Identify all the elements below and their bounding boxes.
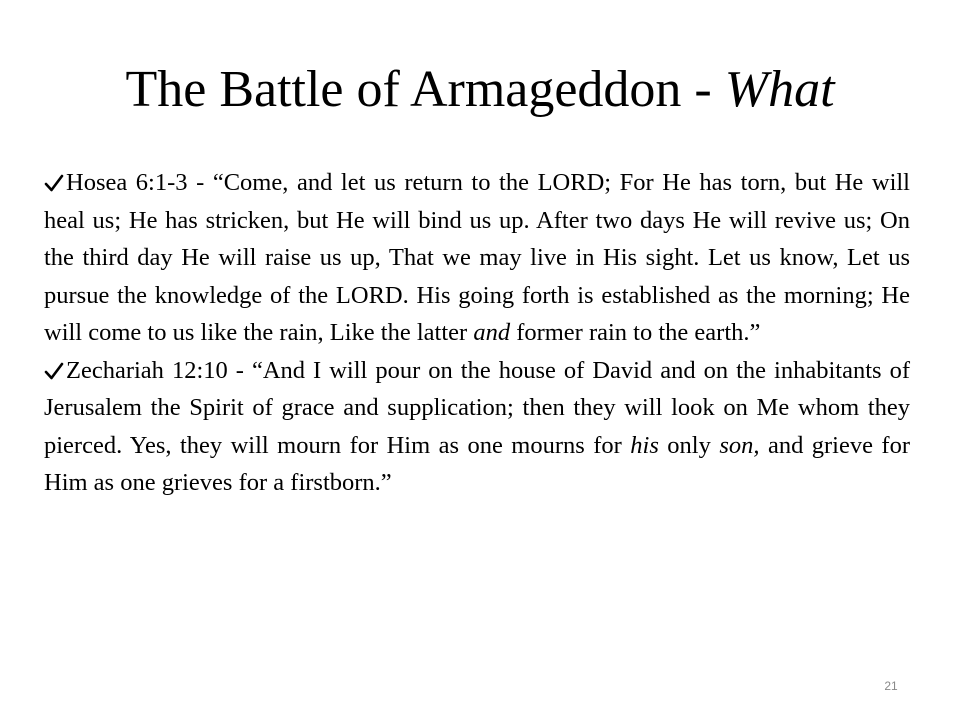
bullet-zechariah-text-end: and grieve for Him as one grieves for a firstborn.” bbox=[44, 431, 911, 496]
bullet-zechariah-italic-his: his bbox=[630, 431, 659, 459]
slide-content bbox=[44, 164, 910, 502]
slide-title bbox=[0, 58, 960, 122]
checkmark-icon bbox=[44, 173, 64, 193]
bullet-zechariah-text: Zechariah 12:10 - “And I will pour on the house of David and on the inhabitants of Jerusalem the Spirit of grace and supplication; then they will look on Me whom they pierced. Yes, they will mourn for Him as one mourns for bbox=[44, 356, 910, 459]
bullet-hosea-italic-and: and bbox=[473, 319, 511, 346]
slide-title-emphasis: What bbox=[724, 61, 835, 118]
slide-title-main: The Battle of Armageddon - bbox=[125, 61, 725, 118]
bullet-hosea-text-end: former rain to the earth.” bbox=[510, 319, 761, 346]
page-number: 21 bbox=[884, 679, 898, 693]
bullet-hosea bbox=[44, 164, 910, 352]
bullet-zechariah bbox=[44, 352, 910, 502]
checkmark-icon bbox=[44, 361, 64, 381]
bullet-hosea-text: Hosea 6:1-3 - “Come, and let us return to the LORD; For He has torn, but He will heal us; He has stricken, but He will bind us up. After two days He will revive us; On the third day He will raise us up, That we may live in His sight. Let us know, Let us pursue the knowledge of the LORD. His going forth is established as the morning; He will come to us like the rain, Like the latter bbox=[44, 169, 910, 346]
bullet-zechariah-italic-son: son, bbox=[719, 431, 760, 459]
bullet-zechariah-text-mid: only bbox=[658, 431, 720, 459]
